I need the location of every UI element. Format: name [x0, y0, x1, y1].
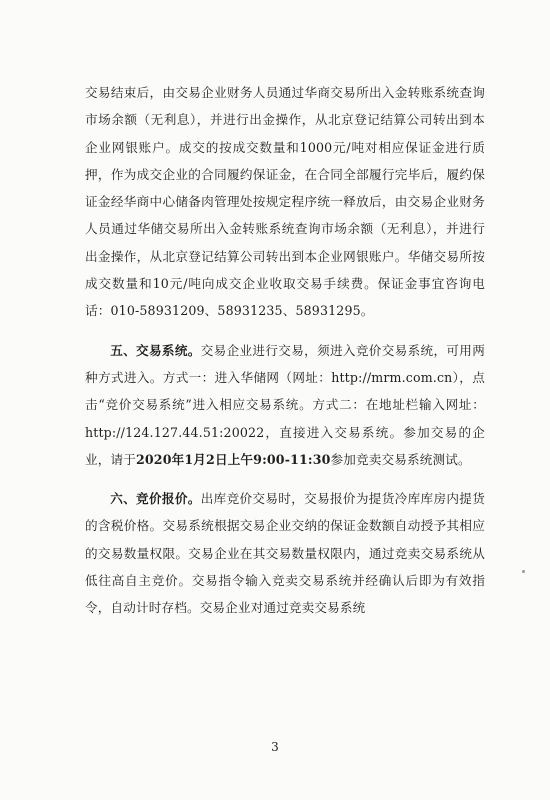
trading-system-text: 交易企业进行交易，须进入竞价交易系统，可用两种方式进入。方式一：进入华储网（网址：http://mrm.com.cn），点击“竞价交易系统”进入相应交易系统。方式二：在地址栏输入网址：http://124.127.44.51:20022，直接进入交易系统。参加交易的企业，请于	[85, 342, 485, 467]
test-date-text: 2020年1月2日上午9:00-11:30	[135, 451, 331, 467]
paragraph-trading-system	[85, 337, 485, 473]
scan-mark	[522, 570, 525, 573]
document-body	[85, 79, 485, 622]
bidding-text: 出库竞价交易时，交易报价为提货冷库库房内提货的含税价格。交易系统根据交易企业交纳的保证金数额自动授予其相应的交易数量权限。交易企业在其交易数量权限内，通过竞卖交易系统从低往高自主竞价。交易指令输入竞卖交易系统并经确认后即为有效指令，自动计时存档。交易企业对通过竞卖交易系统	[85, 491, 485, 616]
page-number: 3	[271, 740, 279, 754]
trading-system-text-end: 参加竞卖交易系统测试。	[330, 451, 471, 467]
paragraph-bidding	[85, 485, 485, 621]
paragraph-settlement: 交易结束后，由交易企业财务人员通过华商交易所出入金转账系统查询市场余额（无利息），并进行出金操作，从北京登记结算公司转出到本企业网银账户。成交的按成交数量和1000元/吨对相应保证金进行质押，作为成交企业的合同履约保证金，在合同全部履行完毕后，履约保证金经华商中心储备肉管理处按规定程序统一释放后，由交易企业财务人员通过华储交易所出入金转账系统查询市场余额（无利息），并进行出金操作，从北京登记结算公司转出到本企业网银账户。华储交易所按成交数量和10元/吨向成交企业收取交易手续费。保证金事宜咨询电话：010-58931209、58931235、58931295。	[85, 85, 485, 319]
paragraph-gap	[85, 325, 485, 337]
section-heading-bidding: 六、竞价报价。	[110, 491, 201, 507]
paragraph-gap	[85, 473, 485, 485]
section-heading-trading-system: 五、交易系统。	[110, 342, 201, 358]
